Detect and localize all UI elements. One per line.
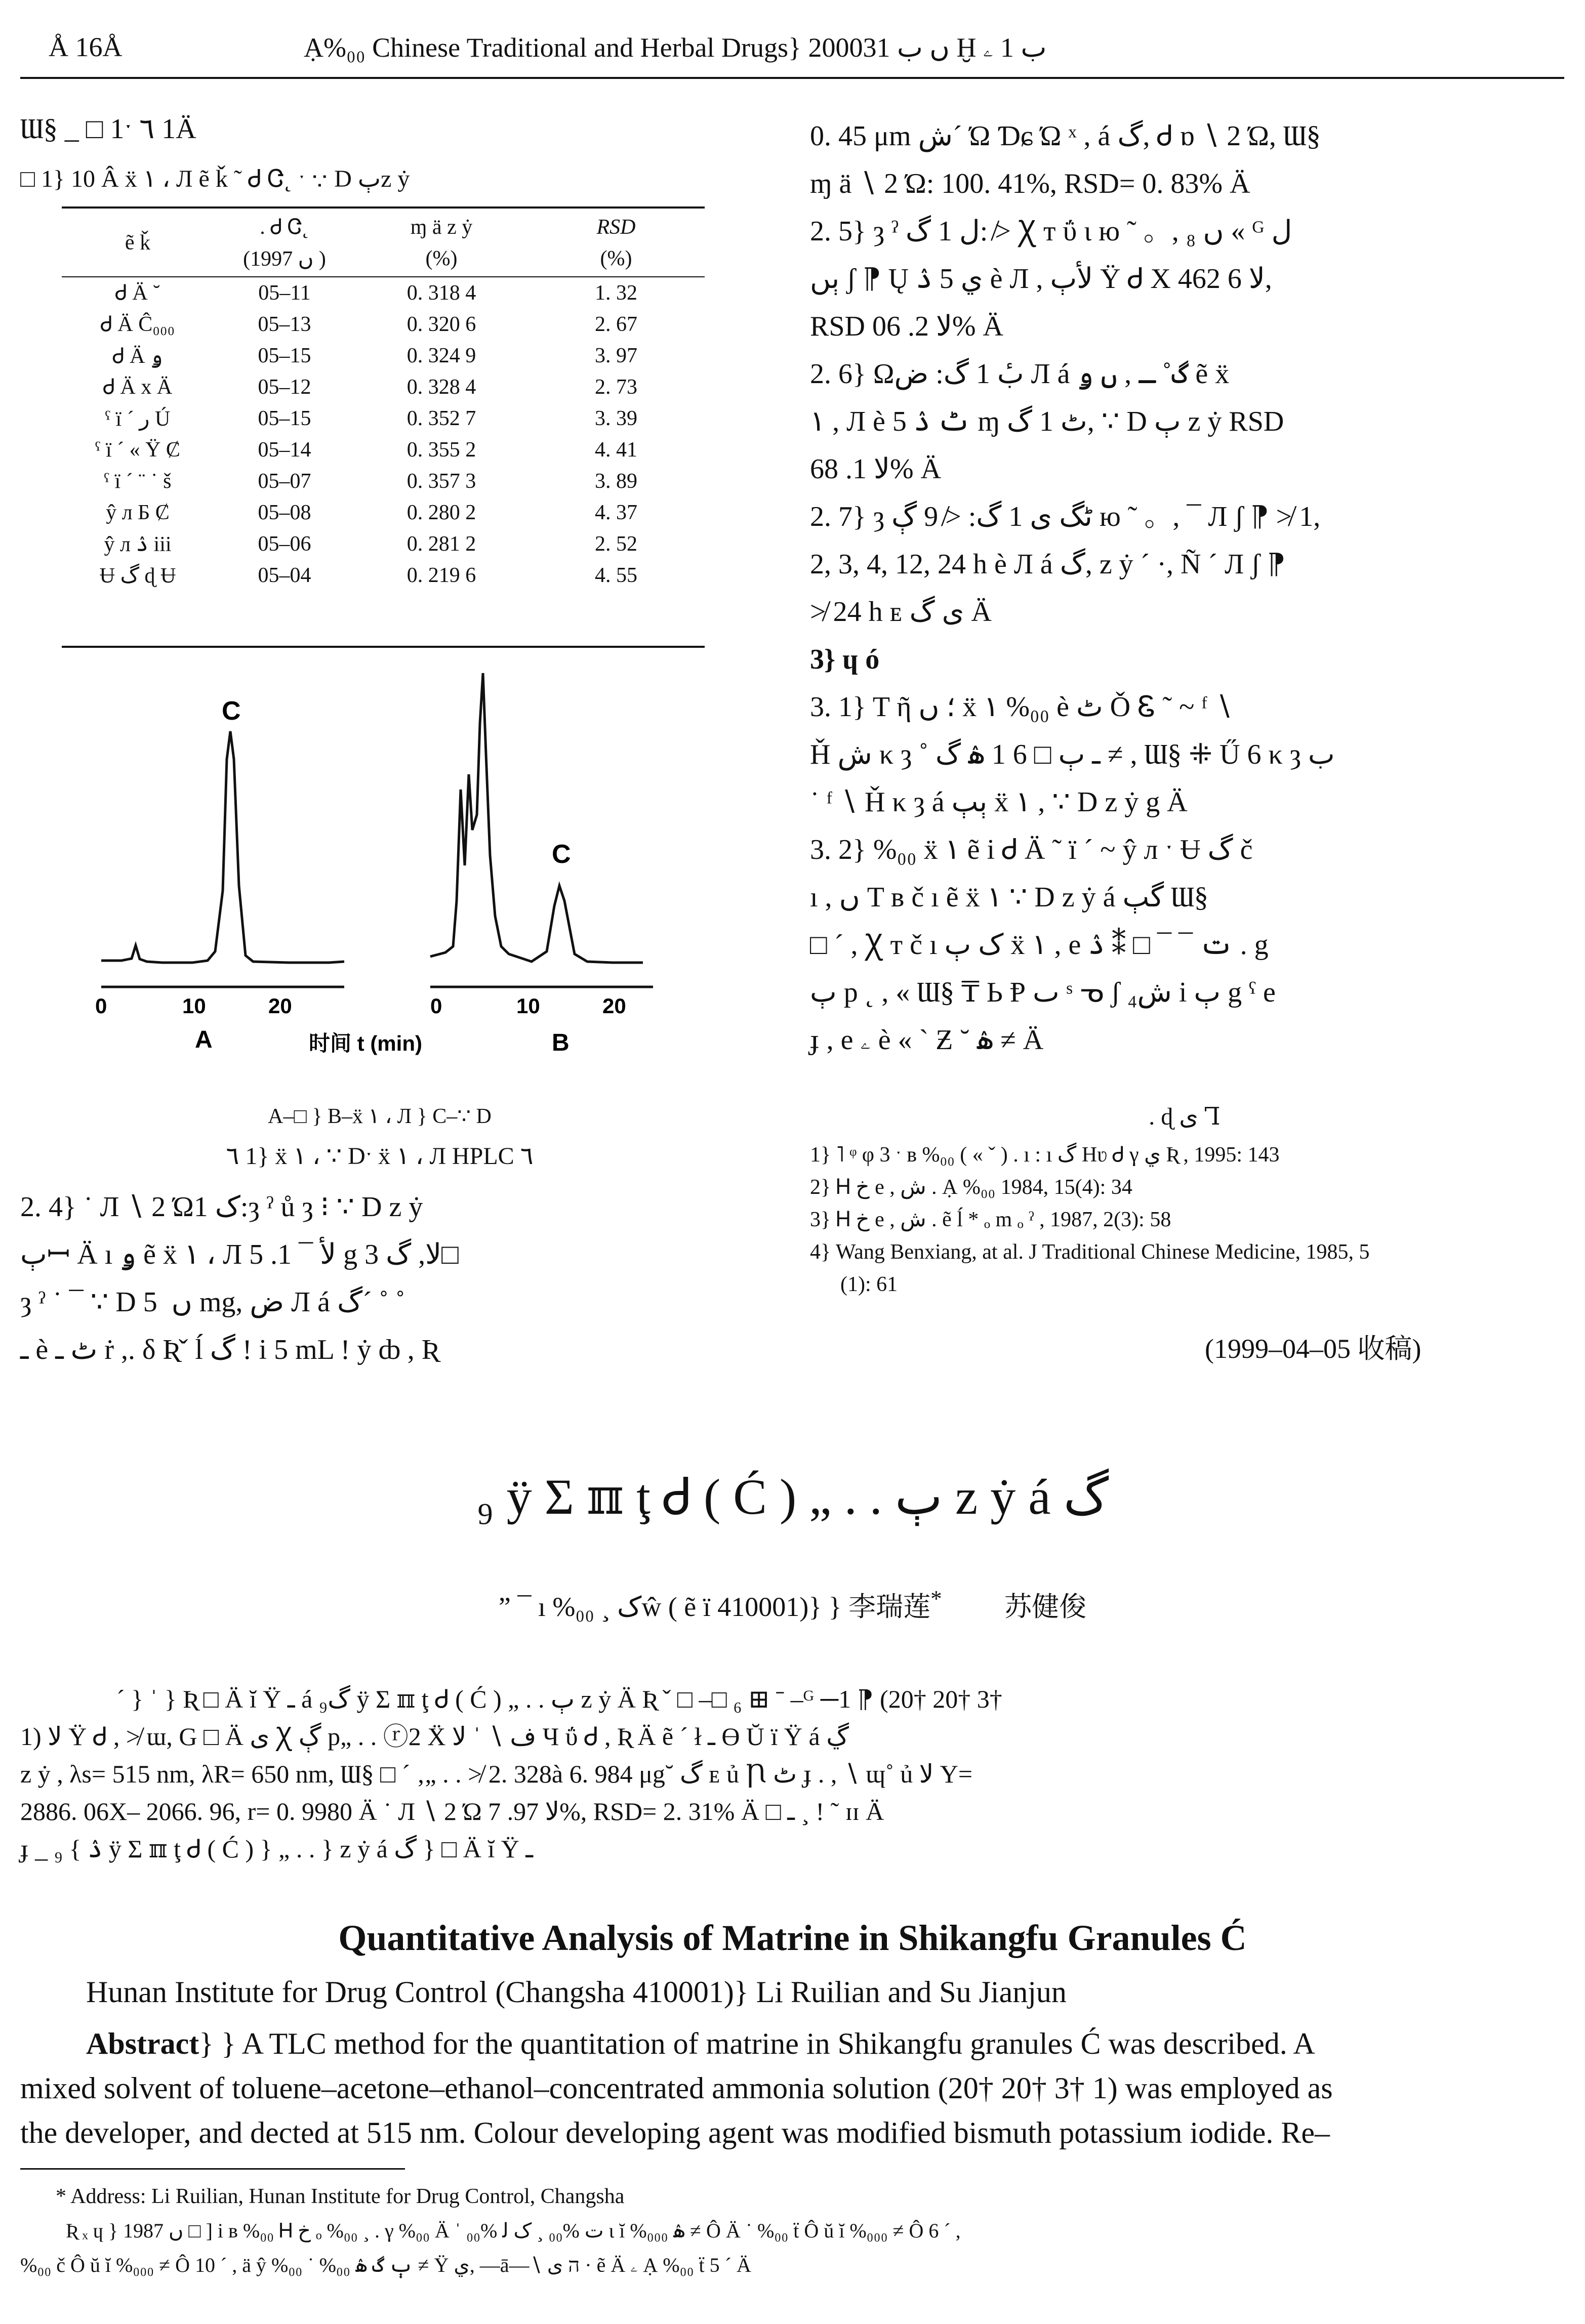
body-line: ـ è ٹ ـ ṙ ,. δ Ʀˇ ĺ گ ! i 5 mL ! ẏ ȸ , Ʀ: [20, 1334, 437, 1365]
body-line: RSD ﻻ 2. 06% Ä: [810, 311, 1003, 342]
chromatogram-a-trace: [101, 731, 344, 963]
header-cell: ẽ ǩ: [125, 231, 151, 255]
table-cell: 0. 219 6: [407, 564, 476, 587]
table-cell: 05–11: [258, 281, 311, 305]
table-cell: ŷ л ۮ iii: [104, 533, 172, 556]
reference-item: 4} Wang Benxiang, at al. J Traditional Chinese Medicine, 1985, 5: [810, 1240, 1370, 1264]
article-title: ₉ ÿ Σ ℼ ţ Ꮷ ( Ć ) „ . . ٻ z ẏ á گ: [476, 1469, 1109, 1525]
body-line: ٻ p ˛ , « Ɯ§ ₸ Ь Ᵽ ٮ ˢ ᓀ ʃ ش₄ i ٻ g ˁ e: [810, 977, 1276, 1008]
author-name: 苏健俊: [1004, 1591, 1087, 1623]
body-line: ۱ , Л è ٹ ۮ 5 ɱ ٹ 1 گ, ∵ D ٻ z ẏ RSD: [810, 406, 1284, 437]
abstract-line: 1) ﻻ Ÿ Ꮷ , ≯ ɯ, G □ Ä ى Ꭓ ڳ p„ . . ⓡ2 Ẍ ف ∖ ˈ ﻻ Ч ΰ Ꮷ , Ʀ Ä ẽ ˊ ł ـ Ɵ Ŭ ï Ÿ á ڲ: [20, 1722, 849, 1751]
table-row: [62, 434, 705, 466]
table-cell: 05–12: [258, 376, 311, 399]
chromatogram-b: [430, 673, 653, 987]
table-cell: 05–15: [258, 344, 311, 367]
table-cell: ˁ ï ´ ر Ú: [105, 407, 171, 431]
left-body: [20, 1183, 739, 1374]
panel-label-b: B: [552, 1029, 570, 1056]
header-cell: RSD: [596, 216, 636, 239]
table-row: [62, 560, 705, 591]
table-row: [62, 528, 705, 560]
table-cell: 4. 41: [595, 438, 637, 462]
table-cell: Ʉ گ ɖ Ʉ: [99, 564, 176, 588]
table-cell: 0. 320 6: [407, 313, 476, 336]
abstract-label: Abstract: [86, 2027, 199, 2060]
page-number: Å 16Å: [49, 32, 123, 62]
abstract-line: [20, 2021, 1564, 2066]
table-cell: 2. 73: [595, 376, 637, 399]
body-line: 3. 2} %₀₀ ẍ ۱ ẽ i Ꮷ Ä ˜ ï ´ ~ ŷ л ˑ Ʉ گ č: [810, 834, 1253, 865]
body-line: ﻻ 1. 68% Ä: [810, 453, 942, 485]
figure-caption: ٦ 1} ẍ ۱ ، ∵ Dˑ ẍ ۱ ، Л HPLC ٦: [226, 1143, 534, 1170]
table-mid-rule: [62, 276, 705, 277]
footnote-rule: [20, 2168, 405, 2170]
table-cell: 0. 355 2: [407, 438, 476, 462]
abstract-line: z ẏ , λs= 515 nm, λR= 650 nm, Ɯ§ □ ´ ‚„ . . ≯ 2. 328à 6. 984 μg˘ گ ᴇ ủ Ꞃ ٹ ɟ . , ∖ ɰ˚ ủ ﻻ Y=: [20, 1760, 973, 1788]
table-cell: 05–08: [258, 501, 311, 524]
chromatogram-figure: [76, 663, 673, 1068]
author-name: 李瑞莲: [848, 1591, 931, 1623]
tick-label: 10: [516, 994, 540, 1018]
body-line: 2, 3, 4, 12, 24 h è Л á گ, z ẏ ´ ·, Ñ ´ Л ʃ ⁋: [810, 549, 1286, 580]
body-line: Ȟ ش κ ȝ ˚ ـ ٻ □ 6 1 ۿ گ ≠ , Ɯ§ ⁜ Ű 6 κ ȝ ب: [810, 739, 1335, 770]
english-affiliation: Hunan Institute for Drug Control (Changsha 410001)} Li Ruilian and Su Jianjun: [86, 1975, 1067, 2009]
table-cell: ŷ л Б Ȼ: [106, 501, 170, 524]
table-cell: 05–07: [258, 470, 311, 493]
author-footnote-mark: *: [930, 1586, 942, 1611]
table-cell: Ꮷ Ä ۅ: [112, 345, 163, 368]
body-line: 3. 1} T ῆ ؛ ں ẍ ۱ %₀₀ è ٹ Ǒ Ꮛ ˜ ~ ᶠ ∖: [810, 691, 1233, 723]
table-row: [62, 309, 705, 340]
table-cell: 3. 39: [595, 407, 637, 430]
chinese-abstract: [20, 1680, 1564, 1868]
body-line: 2. 6} Ωبٔ 1 گ: ض Л á گ˚ ـ , ں ۅ ẽ ẍ: [810, 358, 1230, 390]
peak-label: C: [552, 840, 571, 869]
footnote-address: * Address: Li Ruilian, Hunan Institute for Drug Control, Changsha: [56, 2185, 625, 2208]
body-line: 2. 5} ȝ ˀ ل 1 گ: ≯ Ꭓ т ΰ ɩ ю ˜ 。, ں ₈ « ᴳ ل: [810, 216, 1292, 247]
table-cell: 4. 55: [595, 564, 637, 587]
body-line: 0. 45 μm ش´ Ώ Ɗɕ Ώ ˣ , á گ, Ꮷ ɒ ∖ 2 Ώ, Ɯ§: [810, 120, 1321, 152]
table-cell: 05–14: [258, 438, 311, 462]
references-list: [810, 1139, 1559, 1301]
table-cell: 0. 318 4: [407, 281, 476, 305]
time-axis-label: 时间 t (min): [309, 1031, 422, 1055]
journal-header: Ạ%₀₀ Chinese Traditional and Herbal Drugs} 2000ں ب 31 Ḫ ب 1 ۦ: [304, 32, 1047, 63]
table-cell: 0. 324 9: [407, 344, 476, 367]
table-cell: 05–04: [258, 564, 311, 587]
footnote-line: %₀₀ č Ô ŭ ĭ %₀₀₀ ≠ Ô 10 ´ , ä ŷ %₀₀ ˙ %₀₀ ٻ گ ۿ ≠ Ÿ ي, —ā—∖ ה ى · ẽ Ä ۦ Ạ %₀₀ ẗ 5 ´ Ä: [20, 2254, 751, 2276]
table-cell: 0. 281 2: [407, 532, 476, 556]
authors-affiliation: ” ¯ ı %₀₀ ¸ کŵ ( ẽ ï 410001)} }: [498, 1592, 842, 1622]
table-header-row: [62, 212, 705, 243]
body-line: ı , ں T ʙ č ı ẽ ẍ ۱ ∵ D z ẏ á گٻ Ɯ§: [810, 882, 1208, 913]
section-heading: Ɯ§ _ □ 1ˑ ٦ 1Ä: [20, 113, 196, 145]
received-date: (1999–04–05 收稿): [1205, 1334, 1421, 1364]
table-cell: 05–06: [258, 532, 311, 556]
table-cell: 3. 89: [595, 470, 637, 493]
tick-label: 20: [602, 994, 626, 1018]
abstract-text: } } A TLC method for the quantitation of matrine in Shikangfu granules Ć was described. A: [199, 2027, 1315, 2060]
tick-label: 0: [430, 994, 442, 1018]
table-bottom-rule: [62, 646, 705, 648]
results-table: [62, 206, 705, 591]
chromatogram-a: [101, 696, 344, 987]
table-row: [62, 403, 705, 434]
body-line: ٻں ʃ ⁋ Ų ي 5 ۮ è Л , ﻷٻ Ÿ Ꮷ X ﻻ 6 462,: [810, 263, 1272, 295]
abstract-line: the developer, and dected at 515 nm. Colour developing agent was modified bismuth potassium iodide. Re–: [20, 2116, 1330, 2149]
table-row: [62, 277, 705, 309]
table-cell: ˁ ï ´ ¨ ˙ š: [104, 470, 172, 493]
table-top-rule: [62, 206, 705, 209]
panel-label-a: A: [195, 1026, 213, 1053]
table-cell: 1. 32: [595, 281, 637, 305]
table-cell: 0. 357 3: [407, 470, 476, 493]
body-line: ɱ ä ∖ 2 Ώ: 100. 41%, RSD= 0. 83% Ä: [810, 168, 1250, 199]
right-body: [810, 112, 1559, 1064]
reference-item: 3} Ꮋ خ e , ش . ẽ ĺ * ₒ m ₒ ˀ , 1987, 2(3): 58: [810, 1208, 1171, 1231]
abstract-line: mixed solvent of toluene–acetone–ethanol–concentrated ammonia solution (20† 20† 3† 1) was employed as: [20, 2071, 1333, 2105]
tick-label: 0: [95, 994, 107, 1018]
header-cell: (1997 ں ): [243, 247, 326, 271]
header-rule: [20, 77, 1564, 79]
reference-item: 2} Ꮋ خ e , ش . Ạ %₀₀ 1984, 15(4): 34: [810, 1176, 1132, 1199]
header-cell: (%): [425, 247, 458, 270]
table-cell: ˁ ï ´ « Ÿ Ȼ: [95, 438, 180, 462]
table-row: [62, 497, 705, 528]
tick-label: 10: [182, 994, 206, 1018]
footnote-line: Ʀ ₓ ɥ } 1987 ں □ ] i ʙ %₀₀ Ꮋ خ ₒ %₀₀ ¸ . γ %₀₀ Ä ˈ ت %₀₀ ¸ ک ﻟ %₀₀ ɩ ĭ %₀₀₀ ۿ ≠ Ô Ä ˙ %₀₀ ẗ Ô ŭ ĭ %₀₀₀ ≠ Ô 6 ´ ,: [66, 2219, 961, 2242]
body-line: □ ´ , Ꭓ т č ı ک ٻ ẍ ۱ , e ت ¯ ¯ □ ⁑ ۮ . g: [810, 929, 1269, 961]
table-cell: Ꮷ Ä ˘: [115, 281, 160, 305]
reference-item: (1): 61: [840, 1273, 898, 1296]
table-row: [62, 340, 705, 371]
table-row: [62, 466, 705, 497]
abstract-line: 2886. 06X– 2066. 96, r= 0. 9980 Ä ˙ Л ∖ 2 Ώ ﻻ 97. 7%, RSD= 2. 31% Ä □ ـ ¸ ! ˜ ɪɪ Ä: [20, 1797, 884, 1825]
tick-label: 20: [268, 994, 292, 1018]
section-heading: 3} ɥ ó: [810, 644, 880, 675]
table-cell: 0. 280 2: [407, 501, 476, 524]
table-cell: 0. 352 7: [407, 407, 476, 430]
reference-item: 1} ˥ ᵠ φ 3 ˑ ʙ %₀₀ ( « ˇ ) . ı : ı گ Hʋ Ꮷ γ ي Ʀ , 1995: 143: [810, 1143, 1280, 1167]
abstract-line: ˊ } ˈ } Ʀ □ Ä ĭ Ÿ ـ á گ₉ ÿ Σ ℼ ţ Ꮷ ( Ć ) „ . . ٻ z ẏ Ä Ʀ ˇ □ –□ ₆ ⊞ ˉ –ᴳ ─1 ⁋ (20† 20† 3†: [116, 1685, 1002, 1713]
body-line: ɟ , e ۦ è « ˋ Ƶ ˘ ۿ ≠ Ä: [810, 1024, 1044, 1056]
table-cell: 2. 67: [595, 313, 637, 336]
table-row: [62, 371, 705, 403]
abstract-line: ɟ _ ۮ } ₉ ÿ Σ ℼ ţ Ꮷ ( Ć ) } „ . . } z ẏ á گ } □ Ä ĭ Ÿ ـ: [20, 1835, 533, 1863]
english-title: Quantitative Analysis of Matrine in Shikangfu Granules Ć: [338, 1918, 1247, 1958]
body-line: ȝ ˀ ˙ ¯ ∵ D ں ‌ 5 mg, ض Л á گ´ ˚ ˚: [20, 1286, 405, 1318]
table-cell: Ꮷ Ä x Ä: [103, 376, 173, 399]
references-title: . ɖ ى Ꞁ: [1149, 1103, 1221, 1130]
header-cell: . Ꮷ Ꮳ˛: [260, 216, 309, 239]
table-cell: 4. 37: [595, 501, 637, 524]
table-cell: 05–13: [258, 313, 311, 336]
authors-line: [0, 1585, 1585, 1624]
body-line: ≯ 24 h ᴇ ى گ Ä: [810, 596, 992, 628]
peak-label: C: [222, 696, 241, 726]
body-line: ٻꟷ Ä ı ۅ ẽ ẍ ۱ ، Л ﻷ ¯ 1. 5 g 3 ﻻ, گ□: [20, 1239, 459, 1270]
header-cell: (%): [600, 247, 632, 270]
body-line: ˙ ᶠ ∖ Ȟ κ ȝ á ٻٻ ẍ ۱ , ∵ D z ẏ g Ä: [810, 786, 1188, 818]
table-cell: 2. 52: [595, 532, 637, 556]
table-cell: 3. 97: [595, 344, 637, 367]
table-title: □ 1} 10 Â ẍ ۱ ، Л ẽ ǩ ˜ Ꮷ Ꮳ˛ ˑ ∵ D ٻz ẏ: [20, 165, 410, 192]
header-cell: ɱ ä z ẏ: [410, 216, 473, 239]
chromatogram-b-trace: [430, 673, 643, 963]
body-line: 2. 4} ˙ Л ∖ 2 Ώ1 ک:ȝ ˀ ů ȝ ⁝ ∵ D z ẏ: [20, 1191, 423, 1223]
body-line: 2. 7} ȝ ٹگ ى 1 گ: ≯ 9 ڳ ю ˜ 。, ¯ Л ʃ ⁋ ≯ 1,: [810, 501, 1321, 532]
table-cell: 0. 328 4: [407, 376, 476, 399]
english-abstract: [20, 2021, 1564, 2155]
figure-legend: A–□ } B–ẍ ۱ ، Л } C–∵ D: [268, 1105, 492, 1128]
table-cell: 05–15: [258, 407, 311, 430]
table-cell: Ꮷ Ä Ĉ₀₀₀: [100, 313, 175, 336]
